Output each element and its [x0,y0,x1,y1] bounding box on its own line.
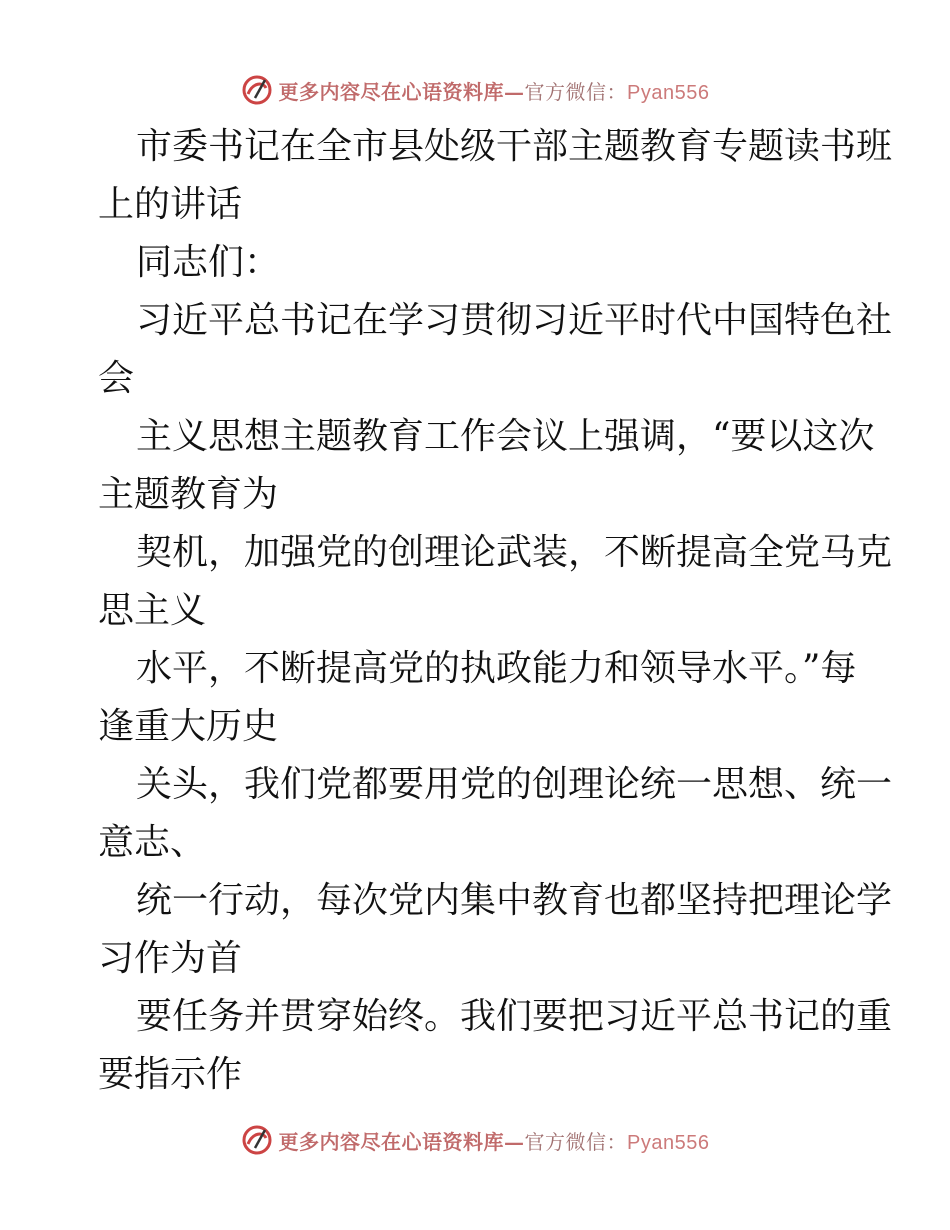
brand-logo-icon [241,1124,273,1156]
text-line: 上的讲话 [98,184,243,225]
text-line: 习近平总书记在学习贯彻习近平时代中国特色社 [136,300,893,341]
text-line: 思主义 [98,590,207,631]
text-line: 契机，加强党的创理论武装，不断提高全党马克 [136,532,893,573]
watermark-text: 更多内容尽在心语资料库—官方微信：Pyan556 [278,1129,710,1154]
text-line: 主义思想主题教育工作会议上强调，“要以这次 [136,416,875,457]
text-line: 主题教育为 [98,474,279,515]
text-line: 同志们： [136,242,281,283]
text-line: 逢重大历史 [98,706,279,747]
text-line: 要任务并贯穿始终。我们要把习近平总书记的重 [136,996,893,1037]
text-line: 意志、 [98,822,207,863]
text-line: 关头，我们党都要用党的创理论统一思想、统一 [136,764,893,805]
text-line: 市委书记在全市县处级干部主题教育专题读书班 [136,126,893,167]
text-line: 统一行动，每次党内集中教育也都坚持把理论学 [136,880,893,921]
text-line: 会 [98,358,135,399]
footer-watermark [0,1120,950,1160]
text-line: 要指示作 [98,1054,243,1095]
text-line: 水平，不断提高党的执政能力和领导水平。”每 [136,648,857,689]
brand-logo-icon [241,74,273,106]
header-watermark [0,70,950,110]
document-body [98,118,893,1104]
text-line: 习作为首 [98,938,243,979]
watermark-text: 更多内容尽在心语资料库—官方微信：Pyan556 [278,79,710,104]
